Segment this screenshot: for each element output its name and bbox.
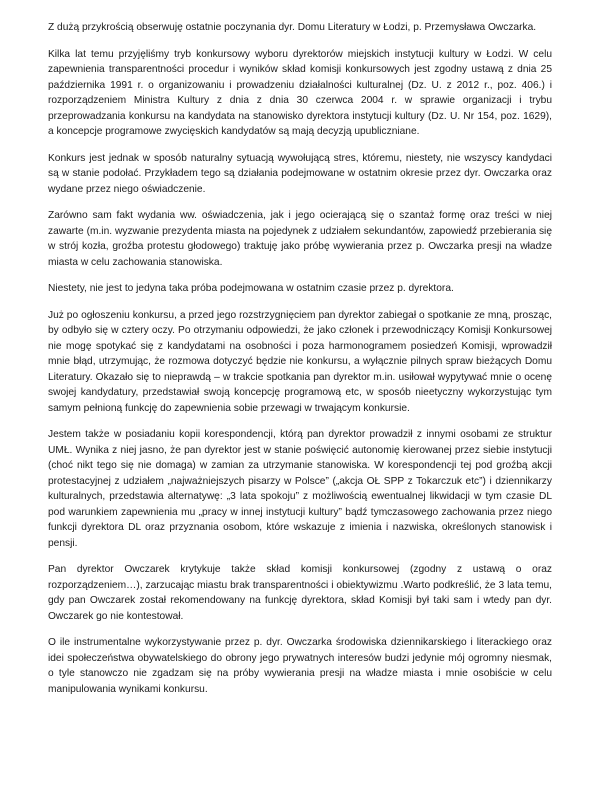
paragraph-competition-stress: Konkurs jest jednak w sposób naturalny sytuacją wywołującą stres, któremu, niestety, nie wszyscy kandydaci są w stanie podołać. Przykładem tego są działania podejmowane w ostatnim okresie przez dyr. Owczarka oraz wydane przez niego oświadczenie. [48, 152, 552, 195]
paragraph-correspondence: Jestem także w posiadaniu kopii korespondencji, którą pan dyrektor prowadził z innymi osobami ze struktur UMŁ. Wynika z niej jasno, że pan dyrektor jest w stanie poświęcić autonomię kierowanej przez siebie instytucji (choć nikt tego się nie domaga) w zamian za utrzymanie stanowiska. W korespondencji tej pod groźbą akcji protestacyjnej z udziałem „najważniejszych pisarzy w Polsce” („akcja OŁ SPP z Tokarczuk etc”) i dziennikarzy kulturalnych, przedstawia alternatywę: „3 lata spokoju” z możliwością ewentualnej likwidacji w tym czasie DL pod warunkiem zapewnienia mu „pracy w innej instytucji kultury” bądź tymczasowego zachowania przez niego funkcji dyrektora DL oraz przyznania osobom, które wskazuje z imienia i nazwiska, określonych stanowisk i pensji. [48, 429, 552, 549]
paragraph-statement: Zarówno sam fakt wydania ww. oświadczenia, jak i jego ocierającą się o szantaż formę oraz treści w niej zawarte (m.in. wyzwanie prezydenta miasta na pojedynek z udziałem sekundantów, zapowiedź przebierania się w strój kozła, groźba protestu głodowego) traktuję jako próbę wywierania przez p. Owczarka presji na władze miasta w celu zachowania stanowiska. [48, 210, 552, 268]
paragraph-meeting-request: Już po ogłoszeniu konkursu, a przed jego rozstrzygnięciem pan dyrektor zabiegał o spotkanie ze mną, prosząc, by odbyło się w cztery oczy. Po otrzymaniu odpowiedzi, że jako członek i przewodniczący Komisji Konkursowej nie mogę spotykać się z kandydatami na osobności i poza harmonogramem posiedzeń Komisji, wprowadził mnie błąd, utrzymując, że rozmowa dotyczyć będzie nie konkursu, a wyłącznie pilnych spraw bieżących Domu Literatury. Okazało się to nieprawdą – w trakcie spotkania pan dyrektor m.in. usiłował wypytywać mnie o ocenę swojej kandydatury, przedstawiał swoją koncepcję programową etc, w sposób nieetyczny wykorzystując tym samym pełnioną funkcję do zapewnienia sobie przewagi w trwającym konkursie. [48, 309, 552, 414]
paragraph-conclusion: O ile instrumentalne wykorzystywanie przez p. dyr. Owczarka środowiska dziennikarskiego i literackiego oraz idei społeczeństwa obywatelskiego do obrony jego prywatnych interesów budzi jedynie mój ogromny niesmak, o tyle stanowczo nie zgadzam się na próby wywierania presji na władze miasta i mnie osobiście w celu manipulowania wynikami konkursu. [48, 637, 552, 695]
paragraph-not-only-attempt: Niestety, nie jest to jedyna taka próba podejmowana w ostatnim czasie przez p. dyrektora. [48, 283, 454, 294]
paragraph-intro: Z dużą przykrością obserwuję ostatnie poczynania dyr. Domu Literatury w Łodzi, p. Przemysława Owczarka. [48, 22, 537, 33]
paragraph-competition-procedure: Kilka lat temu przyjęliśmy tryb konkursowy wyboru dyrektorów miejskich instytucji kultury w Łodzi. W celu zapewnienia transparentności procedur i wyników skład komisji konkursowych jest zgodny ustawą z dnia 25 października 1991 r. o organizowaniu i prowadzeniu działalności kulturalnej (Dz. U. z 2012 r., poz. 406.) i rozporządzeniem Ministra Kultury z dnia z dnia 30 czerwca 2004 r. w sprawie organizacji i trybu przeprowadzania konkursu na kandydata na stanowisko dyrektora instytucji kultury (Dz. U. Nr 154, poz. 1629), a koncepcje programowe zwycięskich kandydatów są mają decyzją upubliczniane. [48, 48, 552, 137]
paragraph-commission-criticism: Pan dyrektor Owczarek krytykuje także skład komisji konkursowej (zgodny z ustawą o oraz rozporządzeniem…), zarzucając miastu brak transparentności i obiektywizmu .Warto podkreślić, że 3 lata temu, gdy pan Owczarek został rekomendowany na funkcję dyrektora, skład Komisji był taki sam i wtedy pan dyr. Owczarek go nie kontestował. [48, 564, 552, 622]
